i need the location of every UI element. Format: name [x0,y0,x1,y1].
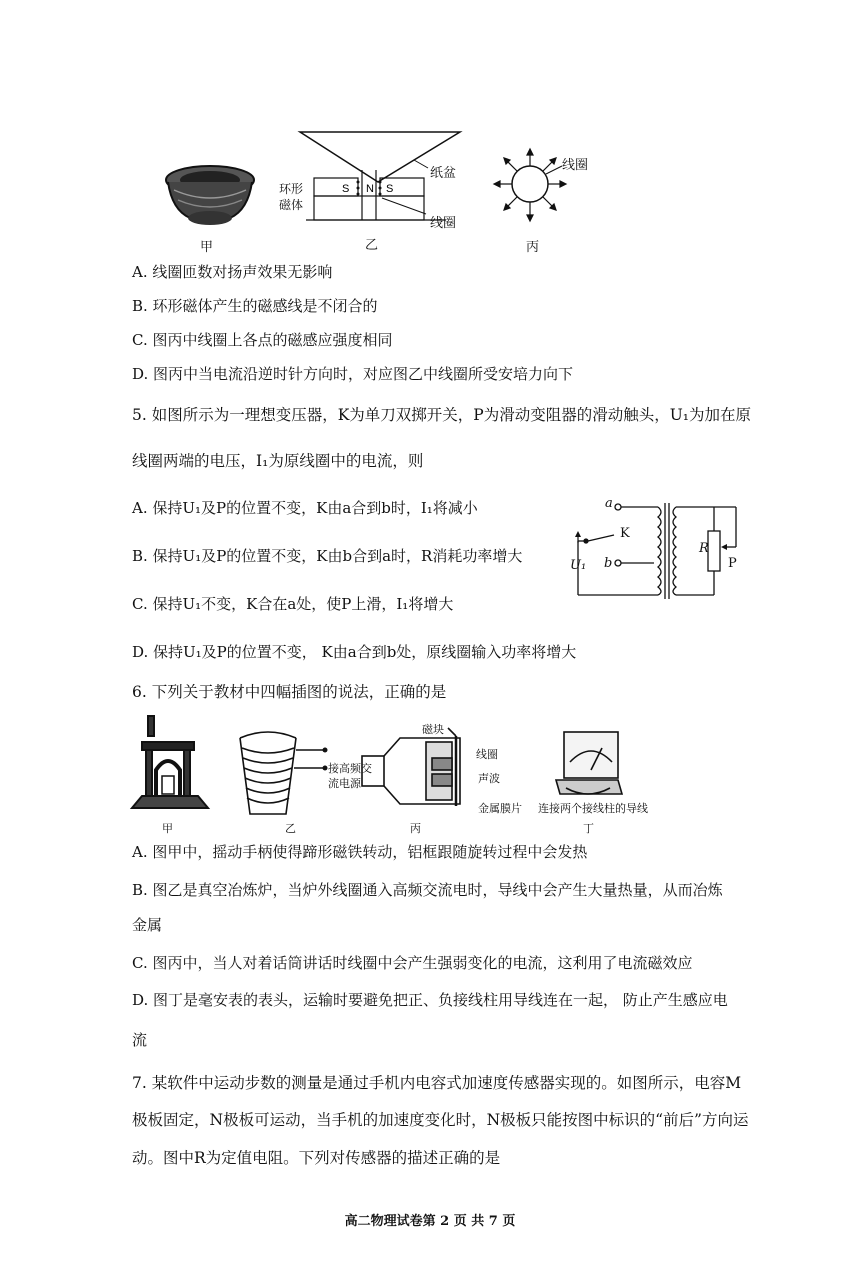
q7-line3: 动。图中R为定值电阻。下列对传感器的描述正确的是 [132,1149,501,1167]
fig-label-u1: U₁ [570,558,587,573]
q6-yi-note-1: 接高频交 [328,762,372,775]
q6-caption-yi: 乙 [285,822,296,835]
pole-n: N [366,183,374,195]
q6-option-d-line2: 流 [132,1031,148,1049]
q6-bing-sound: 声波 [478,772,500,785]
label-ring-magnet: 环形 [279,182,304,196]
q6-caption-jia: 甲 [162,822,173,835]
q5-stem-line2: 线圈两端的电压，I₁为原线圈中的电流，则 [132,452,424,470]
label-paper-cone: 纸盆 [430,166,457,181]
label-coil: 线圈 [430,216,457,231]
q7-line1: 7. 某软件中运动步数的测量是通过手机内电容式加速度传感器实现的。如图所示，电容M [132,1074,742,1092]
fig-label-k: K [620,526,630,541]
q6-option-c: C. 图丙中，当人对着话筒讲话时线圈中会产生强弱变化的电流，这利用了电流磁效应 [132,954,693,972]
q4-option-c: C. 图丙中线圈上各点的磁感应强度相同 [132,331,393,349]
microphone-diagram-bing [360,722,470,816]
q5-stem-line1: 5. 如图所示为一理想变压器，K为单刀双掷开关，P为滑动变阻器的滑动触头，U₁为加在原 [132,406,752,424]
fig-label-bing: 丙 [526,240,540,255]
label-coil-bing: 线圈 [562,158,589,173]
q6-bing-film: 金属膜片 [478,802,522,815]
q6-caption-ding: 丁 [583,822,594,835]
q6-ding-note: 连接两个接线柱的导线 [538,802,648,815]
q4-option-d: D. 图丙中当电流沿逆时针方向时，对应图乙中线圈所受安培力向下 [132,365,574,383]
milliammeter-ding [552,726,626,802]
induction-furnace-yi [232,728,328,820]
label-ring-magnet-2: 磁体 [279,198,304,212]
q6-yi-note-2: 流电源 [328,777,361,790]
fig-label-yi: 乙 [365,238,379,253]
q6-option-b-line1: B. 图乙是真空冶炼炉，当炉外线圈通入高频交流电时，导线中会产生大量热量，从而冶炼 [132,881,723,899]
pole-s-left: S [342,183,350,195]
q6-caption-bing: 丙 [410,822,421,835]
fig-label-p: P [728,556,737,571]
q5-option-a: A. 保持U₁及P的位置不变，K由a合到b时，I₁将减小 [132,499,478,517]
q6-bing-coil: 线圈 [476,748,498,761]
pole-s-right: S [386,183,394,195]
fig-label-b: b [604,556,613,571]
q6-option-a: A. 图甲中，摇动手柄使得蹄形磁铁转动，铝框跟随旋转过程中会发热 [132,843,588,861]
q6-stem: 6. 下列关于教材中四幅插图的说法，正确的是 [132,683,447,701]
fig-label-jia: 甲 [200,240,214,255]
transformer-circuit [568,495,748,605]
q6-bing-magnet: 磁块 [422,723,444,736]
q5-option-d: D. 保持U₁及P的位置不变， K由a合到b处，原线圈输入功率将增大 [132,643,577,661]
q6-option-d-line1: D. 图丁是毫安表的表头，运输时要避免把正、负接线柱用导线连在一起， 防止产生感应电 [132,991,728,1009]
speaker-photo-jia [160,160,260,232]
fig-label-r: R [699,541,709,556]
q4-option-b: B. 环形磁体产生的磁感线是不闭合的 [132,297,378,315]
q5-option-c: C. 保持U₁不变，K合在a处，使P上滑，I₁将增大 [132,595,454,613]
fig-label-a: a [605,496,613,511]
q7-line2: 极板固定，N极板可运动，当手机的加速度变化时，N极板只能按图中标识的“前后”方向运 [132,1111,749,1129]
q4-option-a: A. 线圈匝数对扬声效果无影响 [132,263,333,281]
page-footer: 高二物理试卷第 2 页 共 7 页 [344,1214,516,1229]
q6-option-b-line2: 金属 [132,916,163,934]
hoof-magnet-apparatus-jia [128,712,214,816]
q5-option-b: B. 保持U₁及P的位置不变，K由b合到a时，R消耗功率增大 [132,547,523,565]
